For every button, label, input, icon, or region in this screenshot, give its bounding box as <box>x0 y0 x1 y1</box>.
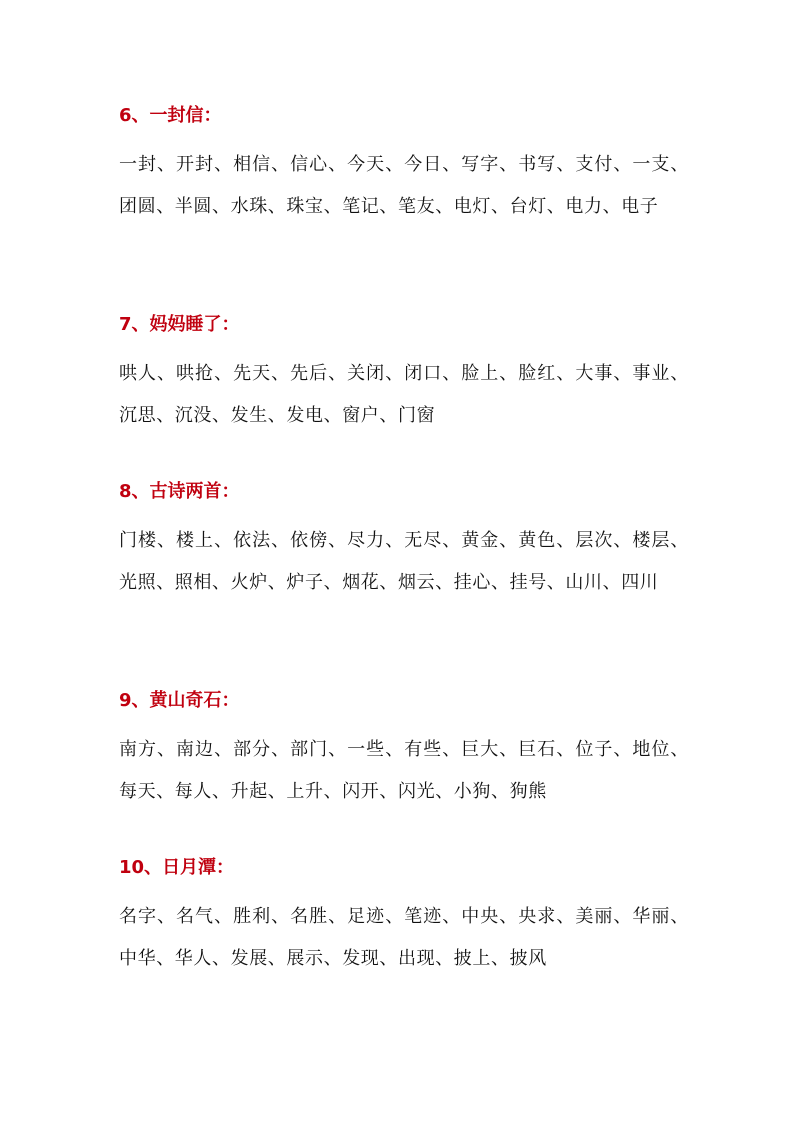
section-heading <box>119 314 689 336</box>
section-number: 6、 <box>119 105 150 126</box>
section-title: 一封信： <box>149 105 222 126</box>
vocabulary-list: 名字、名气、胜利、名胜、足迹、笔迹、中央、央求、美丽、华丽、中华、华人、发展、展示、发现、出现、披上、披风 <box>119 906 689 969</box>
section-heading <box>119 690 689 712</box>
lesson-section-7 <box>119 314 689 436</box>
lesson-section-8 <box>119 481 689 603</box>
lesson-section-10 <box>119 857 689 979</box>
section-number: 8、 <box>119 481 150 502</box>
section-heading <box>119 105 689 127</box>
section-title: 古诗两首： <box>149 481 240 502</box>
section-heading <box>119 857 689 879</box>
vocabulary-list: 一封、开封、相信、信心、今天、今日、写字、书写、支付、一支、团圆、半圆、水珠、珠宝、笔记、笔友、电灯、台灯、电力、电子 <box>119 154 689 217</box>
section-title: 日月潭： <box>162 857 235 878</box>
vocabulary-list: 哄人、哄抢、先天、先后、关闭、闭口、脸上、脸红、大事、事业、沉思、沉没、发生、发电、窗户、门窗 <box>119 363 689 426</box>
section-heading <box>119 481 689 503</box>
section-number: 7、 <box>119 314 150 335</box>
section-number: 10、 <box>119 857 163 878</box>
vocabulary-list: 南方、南边、部分、部门、一些、有些、巨大、巨石、位子、地位、每天、每人、升起、上升、闪开、闪光、小狗、狗熊 <box>119 739 689 802</box>
section-number: 9、 <box>119 690 150 711</box>
section-title: 黄山奇石： <box>149 690 240 711</box>
section-title: 妈妈睡了： <box>149 314 240 335</box>
lesson-section-6 <box>119 105 689 227</box>
lesson-section-9 <box>119 690 689 812</box>
vocabulary-list: 门楼、楼上、依法、依傍、尽力、无尽、黄金、黄色、层次、楼层、光照、照相、火炉、炉子、烟花、烟云、挂心、挂号、山川、四川 <box>119 530 689 593</box>
